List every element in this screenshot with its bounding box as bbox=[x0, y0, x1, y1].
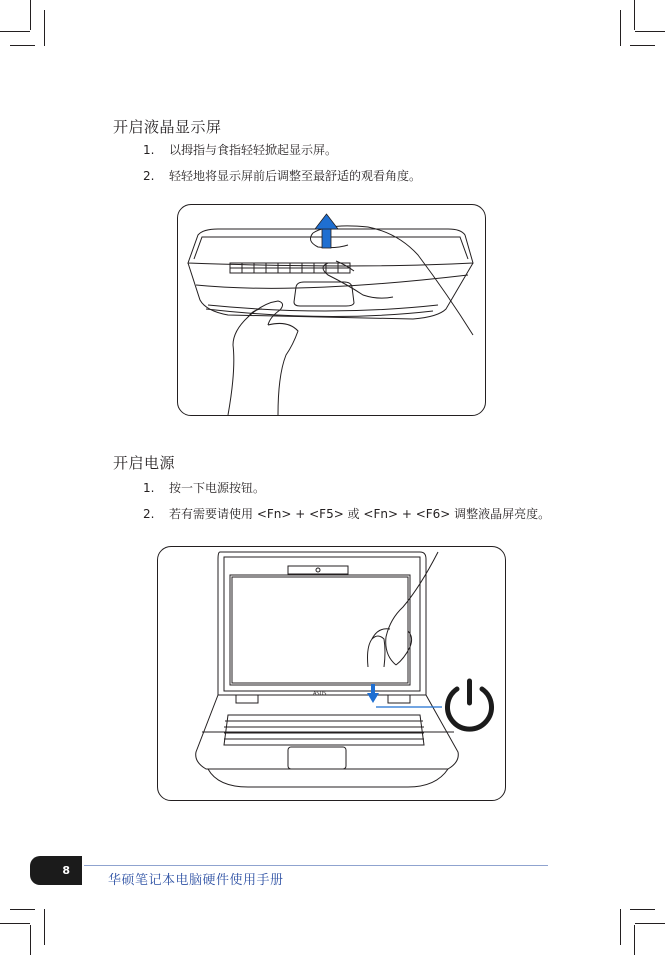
step-number: 1. bbox=[143, 143, 155, 157]
asus-logo: ASUS bbox=[313, 691, 327, 697]
step-number: 2. bbox=[143, 169, 155, 183]
step-text: 以拇指与食指轻轻掀起显示屏。 bbox=[169, 143, 338, 157]
step-item bbox=[143, 167, 421, 184]
illustration-open-display bbox=[177, 204, 486, 416]
laptop-open-illustration bbox=[178, 205, 485, 415]
section-title-open-display: 开启液晶显示屏 bbox=[113, 118, 222, 136]
step-text: 若有需要请使用 <Fn> + <F5> 或 <Fn> + <F6> 调整液晶屏亮度。 bbox=[169, 507, 551, 521]
step-number: 2. bbox=[143, 507, 155, 521]
footer-divider bbox=[84, 865, 548, 866]
step-number: 1. bbox=[143, 481, 155, 495]
power-icon bbox=[448, 681, 492, 729]
step-text: 按一下电源按钮。 bbox=[169, 481, 266, 495]
section-title-power-on: 开启电源 bbox=[113, 454, 176, 472]
footer-title: 华硕笔记本电脑硬件使用手册 bbox=[108, 873, 284, 888]
arrow-down-icon bbox=[367, 684, 379, 703]
step-item bbox=[143, 479, 265, 496]
laptop-power-illustration bbox=[158, 547, 505, 800]
arrow-up-icon bbox=[315, 214, 338, 248]
step-item bbox=[143, 505, 550, 522]
illustration-power-on bbox=[157, 546, 506, 801]
step-text: 轻轻地将显示屏前后调整至最舒适的观看角度。 bbox=[169, 169, 422, 183]
step-item bbox=[143, 141, 337, 158]
page-number: 8 bbox=[30, 856, 82, 885]
